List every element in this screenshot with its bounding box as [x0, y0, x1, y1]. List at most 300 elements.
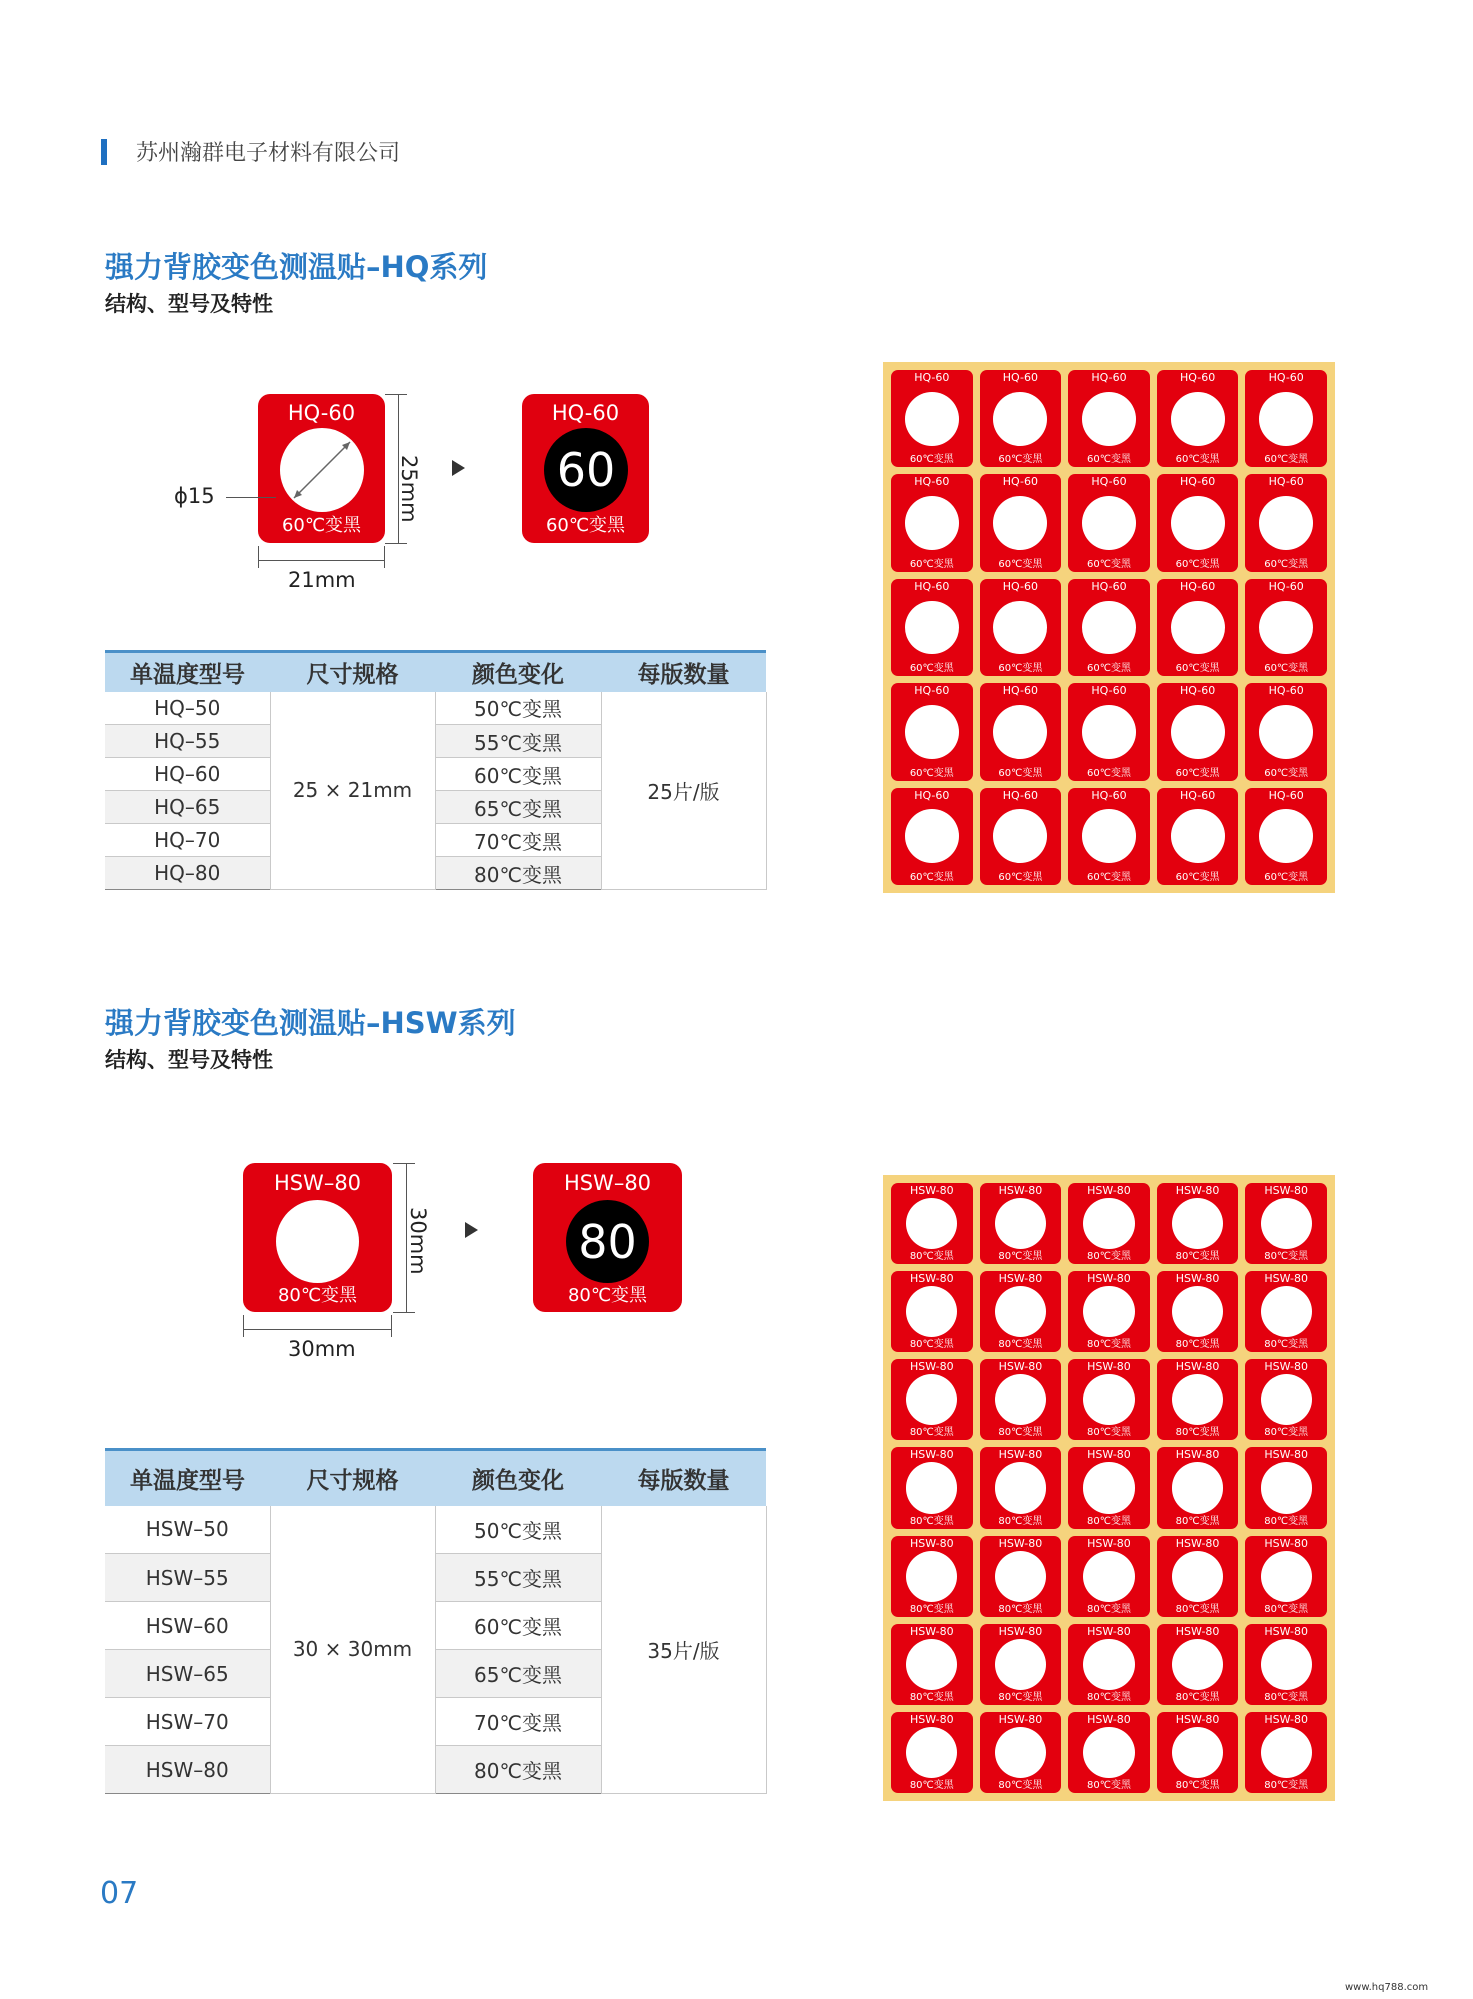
sticker	[1068, 1183, 1150, 1264]
hsw-section-title: 强力背胶变色测温贴–HSW系列	[105, 1006, 516, 1040]
sticker	[1157, 370, 1239, 467]
sticker-temp: 80℃变黑	[1175, 1691, 1220, 1703]
sticker	[1157, 788, 1239, 885]
table-header-row	[105, 1450, 766, 1506]
sticker	[1157, 1536, 1239, 1617]
sticker	[980, 683, 1062, 780]
sticker-code: HQ-60	[914, 475, 950, 489]
sticker-temp: 80℃变黑	[909, 1691, 954, 1703]
sticker	[1068, 683, 1150, 780]
color-change-cell: 65℃变黑	[435, 1650, 601, 1698]
sticker-code: HSW-80	[1175, 1536, 1220, 1550]
color-change-cell: 50℃变黑	[435, 1506, 601, 1554]
sticker-white-circle	[905, 392, 959, 446]
sticker-temp: 80℃变黑	[1087, 1779, 1131, 1791]
model-cell: HQ–80	[105, 857, 270, 890]
hq-diameter-leader	[226, 497, 276, 498]
sticker-temp: 80℃变黑	[909, 1603, 954, 1615]
sticker-temp: 80℃变黑	[1087, 1603, 1131, 1615]
model-cell: HQ–55	[105, 725, 270, 758]
sticker-temp: 60℃变黑	[909, 767, 954, 779]
hq-label-black-circle	[544, 428, 628, 512]
sticker-code: HSW-80	[1264, 1624, 1309, 1638]
sticker-temp: 80℃变黑	[1175, 1779, 1220, 1791]
sticker-temp: 80℃变黑	[1264, 1251, 1309, 1263]
hsw-width-dimension: 30mm	[288, 1337, 356, 1361]
sticker-white-circle	[1082, 601, 1136, 655]
sticker-temp: 60℃变黑	[1264, 558, 1309, 570]
size-cell: 30 × 30mm	[270, 1506, 435, 1794]
sticker-white-circle	[995, 1374, 1046, 1425]
color-change-cell: 80℃变黑	[435, 1746, 601, 1794]
hsw-result-number: 80	[578, 1214, 637, 1269]
sticker	[891, 788, 973, 885]
sticker	[891, 370, 973, 467]
sticker	[980, 1447, 1062, 1528]
sticker	[1157, 1271, 1239, 1352]
page-number: 07	[100, 1876, 139, 1911]
sticker	[1068, 1447, 1150, 1528]
sticker-white-circle	[1261, 1374, 1312, 1425]
sticker-white-circle	[1082, 809, 1136, 863]
sticker-temp: 80℃变黑	[1264, 1691, 1309, 1703]
sticker-white-circle	[993, 601, 1047, 655]
sticker-temp: 60℃变黑	[909, 454, 954, 466]
color-change-cell: 55℃变黑	[435, 1554, 601, 1602]
sticker-white-circle	[1172, 1198, 1223, 1249]
sticker-white-circle	[995, 1727, 1046, 1778]
sticker-white-circle	[995, 1551, 1046, 1602]
sticker-code: HQ-60	[1179, 684, 1216, 698]
sticker-temp: 80℃变黑	[998, 1691, 1043, 1703]
sticker-white-circle	[1259, 601, 1313, 655]
sticker-code: HSW-80	[1175, 1712, 1220, 1726]
sticker-white-circle	[1261, 1462, 1312, 1513]
sticker-code: HSW-80	[1087, 1184, 1131, 1197]
hq-width-dimension: 21mm	[288, 568, 356, 592]
sticker-code: HQ-60	[1002, 579, 1038, 593]
sticker-white-circle	[993, 496, 1047, 550]
sticker-code: HQ-60	[1002, 788, 1038, 802]
sticker	[1245, 683, 1327, 780]
sticker-white-circle	[906, 1551, 957, 1602]
sticker-code: HQ-60	[1091, 579, 1127, 593]
sticker-code: HSW-80	[998, 1448, 1043, 1462]
hsw-label-black-circle	[566, 1200, 649, 1283]
sticker-white-circle	[906, 1727, 957, 1778]
sticker-white-circle	[1083, 1198, 1134, 1249]
sticker-white-circle	[1082, 392, 1136, 446]
sticker	[1157, 683, 1239, 780]
sticker-code: HQ-60	[1002, 684, 1038, 698]
sticker	[1157, 1447, 1239, 1528]
sticker-white-circle	[993, 705, 1047, 759]
sticker-temp: 60℃变黑	[1175, 454, 1220, 466]
hq-label-white-circle	[280, 428, 364, 512]
sticker-white-circle	[1172, 1462, 1223, 1513]
sticker	[1245, 1271, 1327, 1352]
sticker-code: HSW-80	[909, 1184, 954, 1197]
hsw-label-after-code: HSW–80	[563, 1171, 652, 1195]
sticker	[980, 1359, 1062, 1440]
sticker-temp: 60℃变黑	[1087, 558, 1131, 570]
sticker-white-circle	[995, 1639, 1046, 1690]
sticker-white-circle	[906, 1639, 957, 1690]
sticker-code: HSW-80	[1175, 1272, 1220, 1286]
sticker-temp: 80℃变黑	[909, 1251, 954, 1263]
sticker	[891, 1359, 973, 1440]
sticker-white-circle	[1172, 1374, 1223, 1425]
watermark: www.hq788.com	[1345, 1982, 1429, 1993]
sticker-temp: 80℃变黑	[998, 1515, 1043, 1527]
sticker-temp: 60℃变黑	[1264, 663, 1309, 675]
sticker-code: HSW-80	[1264, 1272, 1309, 1286]
hq-section-subtitle: 结构、型号及特性	[105, 292, 273, 316]
sticker	[1245, 1536, 1327, 1617]
sticker-code: HSW-80	[909, 1712, 954, 1726]
sticker	[1068, 788, 1150, 885]
model-cell: HSW–55	[105, 1554, 270, 1602]
hsw-label-temp: 80℃变黑	[277, 1285, 358, 1306]
sticker	[1245, 370, 1327, 467]
sticker-temp: 80℃变黑	[1087, 1339, 1131, 1351]
sticker-temp: 80℃变黑	[998, 1603, 1043, 1615]
sticker-temp: 80℃变黑	[1087, 1515, 1131, 1527]
sticker-white-circle	[905, 496, 959, 550]
sticker	[891, 1624, 973, 1705]
sticker	[1245, 474, 1327, 571]
size-cell: 25 × 21mm	[270, 692, 435, 890]
sticker-white-circle	[1083, 1286, 1134, 1337]
sticker-temp: 60℃变黑	[909, 871, 954, 883]
sticker-code: HSW-80	[1087, 1272, 1131, 1286]
sticker	[891, 1712, 973, 1793]
hsw-spec-table	[105, 1448, 767, 1794]
sticker	[980, 1624, 1062, 1705]
sticker-temp: 60℃变黑	[909, 663, 954, 675]
sticker	[980, 1183, 1062, 1264]
sticker-temp: 60℃变黑	[1264, 871, 1309, 883]
sticker-temp: 80℃变黑	[998, 1339, 1043, 1351]
sticker	[891, 474, 973, 571]
table-header-color: 颜色变化	[435, 652, 601, 692]
sticker-code: HQ-60	[1179, 788, 1216, 802]
model-cell: HSW–65	[105, 1650, 270, 1698]
hq-label-after	[522, 394, 649, 543]
sticker-temp: 60℃变黑	[1175, 871, 1220, 883]
sticker-white-circle	[905, 705, 959, 759]
sticker-code: HQ-60	[1091, 684, 1127, 698]
sticker	[980, 1271, 1062, 1352]
sticker-code: HSW-80	[909, 1624, 954, 1638]
table-header-row	[105, 652, 766, 692]
hsw-section-subtitle: 结构、型号及特性	[105, 1048, 273, 1072]
hq-diameter-arrow-icon	[280, 428, 364, 512]
sticker-temp: 60℃变黑	[1175, 767, 1220, 779]
sticker	[1157, 579, 1239, 676]
sticker-white-circle	[906, 1286, 957, 1337]
hq-arrow-right-icon	[452, 460, 465, 476]
sticker-white-circle	[1259, 496, 1313, 550]
hq-height-tick-bottom	[385, 543, 407, 544]
sticker-white-circle	[1261, 1639, 1312, 1690]
sticker-white-circle	[1171, 601, 1225, 655]
sticker-code: HSW-80	[1175, 1448, 1220, 1462]
sticker	[1245, 1712, 1327, 1793]
sticker-white-circle	[995, 1462, 1046, 1513]
sticker-temp: 80℃变黑	[1175, 1515, 1220, 1527]
hq-label-before	[258, 394, 385, 543]
sticker-code: HSW-80	[1087, 1536, 1131, 1550]
hq-result-number: 60	[556, 443, 616, 497]
hq-spec-table	[105, 650, 767, 890]
sticker	[1068, 1536, 1150, 1617]
sticker-white-circle	[1259, 809, 1313, 863]
sticker	[980, 474, 1062, 571]
sticker-temp: 80℃变黑	[998, 1427, 1043, 1439]
sticker-white-circle	[905, 601, 959, 655]
color-change-cell: 55℃变黑	[435, 725, 601, 758]
hsw-label-after	[533, 1163, 682, 1312]
sticker	[1068, 1712, 1150, 1793]
model-cell: HQ–70	[105, 824, 270, 857]
sticker-code: HSW-80	[1264, 1712, 1309, 1726]
color-change-cell: 65℃变黑	[435, 791, 601, 824]
sticker-code: HSW-80	[1264, 1448, 1309, 1462]
sticker-code: HSW-80	[1175, 1624, 1220, 1638]
sticker-temp: 80℃变黑	[1087, 1427, 1131, 1439]
sticker-code: HQ-60	[1268, 684, 1304, 698]
sticker-temp: 80℃变黑	[998, 1251, 1043, 1263]
model-cell: HSW–60	[105, 1602, 270, 1650]
hq-diameter-dimension: ϕ15	[174, 484, 215, 508]
sticker	[891, 579, 973, 676]
sticker	[1245, 1624, 1327, 1705]
sticker-code: HQ-60	[1179, 371, 1216, 384]
sticker	[1245, 579, 1327, 676]
sticker-white-circle	[906, 1462, 957, 1513]
sticker-white-circle	[906, 1374, 957, 1425]
sticker-code: HSW-80	[1087, 1360, 1131, 1374]
sticker-code: HSW-80	[1087, 1448, 1131, 1462]
sticker	[980, 1536, 1062, 1617]
sticker-code: HSW-80	[909, 1272, 954, 1286]
sticker-temp: 80℃变黑	[1264, 1779, 1309, 1791]
color-change-cell: 80℃变黑	[435, 857, 601, 890]
sticker-white-circle	[1261, 1198, 1312, 1249]
sticker	[891, 1271, 973, 1352]
sticker-code: HQ-60	[914, 371, 950, 384]
sticker-temp: 80℃变黑	[998, 1779, 1043, 1791]
sticker-white-circle	[1082, 705, 1136, 759]
sticker	[980, 1712, 1062, 1793]
sticker-code: HQ-60	[1091, 371, 1127, 384]
sticker-white-circle	[1171, 705, 1225, 759]
sticker-temp: 80℃变黑	[1264, 1427, 1309, 1439]
sticker-code: HSW-80	[909, 1536, 954, 1550]
sticker	[1157, 1359, 1239, 1440]
sticker-white-circle	[1171, 496, 1225, 550]
sticker-temp: 80℃变黑	[1264, 1339, 1309, 1351]
sticker-white-circle	[1261, 1286, 1312, 1337]
sticker-white-circle	[1261, 1551, 1312, 1602]
sticker-code: HQ-60	[1091, 475, 1127, 489]
sticker	[1068, 1359, 1150, 1440]
sticker	[891, 1183, 973, 1264]
sticker-code: HSW-80	[998, 1360, 1043, 1374]
sticker-code: HQ-60	[1002, 475, 1038, 489]
qty-cell: 35片/版	[601, 1506, 766, 1794]
sticker-temp: 80℃变黑	[1087, 1251, 1131, 1263]
sticker-white-circle	[906, 1198, 957, 1249]
sticker-code: HQ-60	[914, 788, 950, 802]
sticker-code: HSW-80	[998, 1536, 1043, 1550]
sticker-temp: 60℃变黑	[998, 558, 1043, 570]
sticker-white-circle	[905, 809, 959, 863]
sticker-white-circle	[1259, 705, 1313, 759]
sticker	[980, 788, 1062, 885]
sticker	[1245, 788, 1327, 885]
sticker-temp: 80℃变黑	[909, 1515, 954, 1527]
sticker	[980, 579, 1062, 676]
sticker-temp: 80℃变黑	[909, 1339, 954, 1351]
sticker-temp: 80℃变黑	[1087, 1691, 1131, 1703]
table-header-qty: 每版数量	[601, 652, 766, 692]
sticker-code: HQ-60	[1179, 579, 1216, 593]
sticker-code: HSW-80	[909, 1360, 954, 1374]
hsw-height-dimension: 30mm	[406, 1207, 430, 1275]
hsw-sticker-sheet	[883, 1175, 1335, 1801]
sticker-code: HQ-60	[1268, 579, 1304, 593]
model-cell: HQ–50	[105, 692, 270, 725]
hq-height-dimension: 25mm	[397, 455, 421, 523]
color-change-cell: 50℃变黑	[435, 692, 601, 725]
hq-label-after-code: HQ-60	[551, 401, 620, 425]
sticker-code: HSW-80	[1264, 1360, 1309, 1374]
sticker-temp: 60℃变黑	[998, 454, 1043, 466]
hsw-label-white-circle	[276, 1200, 359, 1283]
table-header-size: 尺寸规格	[270, 652, 435, 692]
sticker	[1068, 474, 1150, 571]
hq-label-after-temp: 60℃变黑	[545, 515, 626, 536]
sticker-code: HQ-60	[1002, 371, 1038, 384]
hq-width-dim-line	[258, 560, 385, 561]
sticker-temp: 60℃变黑	[1175, 558, 1220, 570]
sticker-temp: 60℃变黑	[1175, 663, 1220, 675]
sticker-white-circle	[1082, 496, 1136, 550]
qty-cell: 25片/版	[601, 692, 766, 890]
sticker-temp: 80℃变黑	[1264, 1603, 1309, 1615]
table-header-model: 单温度型号	[105, 652, 270, 692]
model-cell: HQ–60	[105, 758, 270, 791]
table-header-color: 颜色变化	[435, 1450, 601, 1506]
sticker	[1245, 1183, 1327, 1264]
hsw-width-tick-left	[243, 1315, 244, 1337]
sticker-code: HSW-80	[998, 1624, 1043, 1638]
sticker	[1157, 474, 1239, 571]
sticker-temp: 80℃变黑	[1175, 1427, 1220, 1439]
sticker-code: HQ-60	[914, 684, 950, 698]
model-cell: HQ–65	[105, 791, 270, 824]
hq-height-tick-top	[385, 394, 407, 395]
sticker-code: HSW-80	[909, 1448, 954, 1462]
sticker-white-circle	[1172, 1727, 1223, 1778]
sticker	[1068, 579, 1150, 676]
sticker-code: HQ-60	[1268, 788, 1304, 802]
sticker	[1157, 1624, 1239, 1705]
sticker	[1068, 1271, 1150, 1352]
hq-width-tick-right	[384, 546, 385, 568]
model-cell: HSW–70	[105, 1698, 270, 1746]
hsw-label-after-temp: 80℃变黑	[567, 1285, 648, 1306]
sticker-code: HSW-80	[998, 1712, 1043, 1726]
sticker-temp: 60℃变黑	[998, 767, 1043, 779]
sticker-code: HSW-80	[1087, 1712, 1131, 1726]
sticker-white-circle	[1083, 1462, 1134, 1513]
sticker-temp: 60℃变黑	[1087, 767, 1131, 779]
sticker	[891, 1536, 973, 1617]
hsw-height-tick-top	[393, 1163, 415, 1164]
sticker-temp: 60℃变黑	[909, 558, 954, 570]
sticker-white-circle	[995, 1198, 1046, 1249]
sticker-code: HSW-80	[1264, 1184, 1309, 1197]
sticker-code: HSW-80	[1175, 1360, 1220, 1374]
hq-width-tick-left	[258, 546, 259, 568]
sticker-white-circle	[993, 392, 1047, 446]
table-header-model: 单温度型号	[105, 1450, 270, 1506]
sticker-code: HSW-80	[1087, 1624, 1131, 1638]
sticker-white-circle	[1171, 392, 1225, 446]
sticker-white-circle	[1083, 1727, 1134, 1778]
sticker-temp: 80℃变黑	[1175, 1251, 1220, 1263]
sticker-temp: 60℃变黑	[1264, 454, 1309, 466]
sticker-code: HQ-60	[1091, 788, 1127, 802]
hsw-height-tick-bottom	[393, 1312, 415, 1313]
model-cell: HSW–80	[105, 1746, 270, 1794]
hsw-label-code: HSW–80	[273, 1171, 362, 1195]
sticker-code: HSW-80	[998, 1272, 1043, 1286]
sticker	[1068, 1624, 1150, 1705]
sticker-white-circle	[1259, 392, 1313, 446]
color-change-cell: 70℃变黑	[435, 824, 601, 857]
hsw-arrow-right-icon	[465, 1222, 478, 1238]
sticker	[1245, 1447, 1327, 1528]
sticker-white-circle	[995, 1286, 1046, 1337]
hq-sticker-sheet	[883, 362, 1335, 893]
hq-section-title: 强力背胶变色测温贴–HQ系列	[105, 250, 488, 284]
sticker-temp: 80℃变黑	[909, 1427, 954, 1439]
sticker-code: HSW-80	[998, 1184, 1043, 1197]
sticker-code: HQ-60	[1179, 475, 1216, 489]
sticker-temp: 80℃变黑	[1175, 1339, 1220, 1351]
color-change-cell: 60℃变黑	[435, 758, 601, 791]
sticker-temp: 80℃变黑	[909, 1779, 954, 1791]
hsw-width-tick-right	[391, 1315, 392, 1337]
sticker-code: HQ-60	[1268, 475, 1304, 489]
sticker-white-circle	[1261, 1727, 1312, 1778]
table-row	[105, 1506, 766, 1554]
sticker-white-circle	[1172, 1551, 1223, 1602]
sticker-code: HQ-60	[914, 579, 950, 593]
sticker-white-circle	[1172, 1639, 1223, 1690]
sticker	[891, 683, 973, 780]
sticker-white-circle	[1172, 1286, 1223, 1337]
sticker	[1157, 1712, 1239, 1793]
sticker-white-circle	[1083, 1374, 1134, 1425]
sticker	[1157, 1183, 1239, 1264]
sticker-code: HSW-80	[1264, 1536, 1309, 1550]
color-change-cell: 60℃变黑	[435, 1602, 601, 1650]
